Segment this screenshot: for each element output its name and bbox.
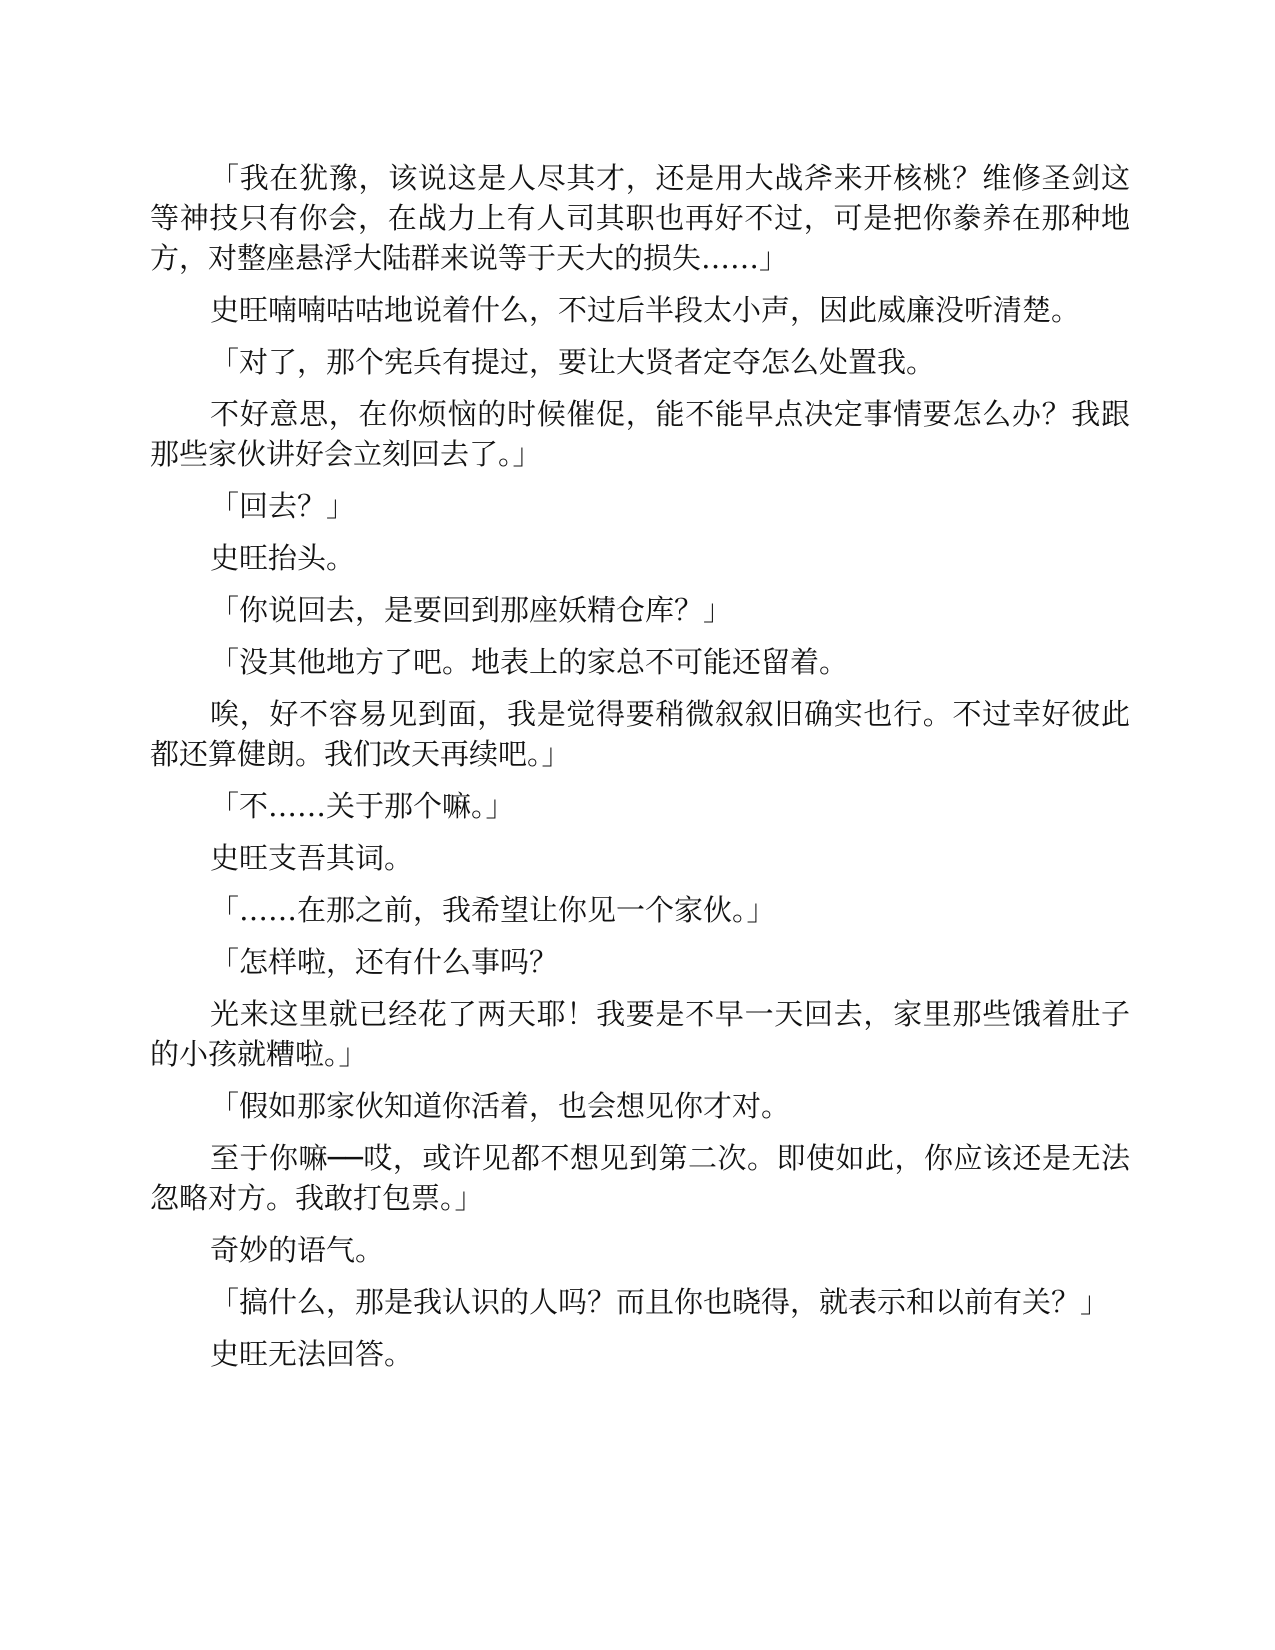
paragraph-2: 史旺喃喃咕咕地说着什么，不过后半段太小声，因此威廉没听清楚。 [210, 293, 1081, 327]
paragraph-11: 史旺支吾其词。 [210, 841, 414, 875]
paragraph-10: 「不……关于那个嘛。」 [210, 789, 515, 823]
paragraph-9: 唉，好不容易见到面，我是觉得要稍微叙叙旧确实也行。不过幸好彼此都还算健朗。我们改天再续吧。」 [150, 697, 1130, 771]
document-page [150, 158, 1130, 1386]
paragraph-12: 「……在那之前，我希望让你见一个家伙。」 [210, 893, 776, 927]
paragraph-8: 「没其他地方了吧。地表上的家总不可能还留着。 [210, 645, 849, 679]
paragraph-17: 奇妙的语气。 [210, 1233, 385, 1267]
paragraph-14: 光来这里就已经花了两天耶！我要是不早一天回去，家里那些饿着肚子的小孩就糟啦。」 [150, 997, 1130, 1071]
paragraph-15: 「假如那家伙知道你活着，也会想见你才对。 [210, 1089, 791, 1123]
paragraph-18: 「搞什么，那是我认识的人吗？而且你也晓得，就表示和以前有关？」 [210, 1285, 1110, 1319]
paragraph-13: 「怎样啦，还有什么事吗？ [210, 945, 559, 979]
paragraph-1: 「我在犹豫，该说这是人尽其才，还是用大战斧来开核桃？维修圣剑这等神技只有你会，在战力上有人司其职也再好不过，可是把你豢养在那种地方，对整座悬浮大陆群来说等于天大的损失……」 [150, 161, 1130, 275]
paragraph-3: 「对了，那个宪兵有提过，要让大贤者定夺怎么处置我。 [210, 345, 936, 379]
paragraph-5: 「回去？」 [210, 489, 356, 523]
paragraph-6: 史旺抬头。 [210, 541, 356, 575]
paragraph-4: 不好意思，在你烦恼的时候催促，能不能早点决定事情要怎么办？我跟那些家伙讲好会立刻回去了。」 [150, 397, 1130, 471]
paragraph-16: 至于你嘛──哎，或许见都不想见到第二次。即使如此，你应该还是无法忽略对方。我敢打包票。」 [150, 1141, 1130, 1215]
paragraph-19: 史旺无法回答。 [210, 1337, 414, 1371]
paragraph-7: 「你说回去，是要回到那座妖精仓库？」 [210, 593, 733, 627]
